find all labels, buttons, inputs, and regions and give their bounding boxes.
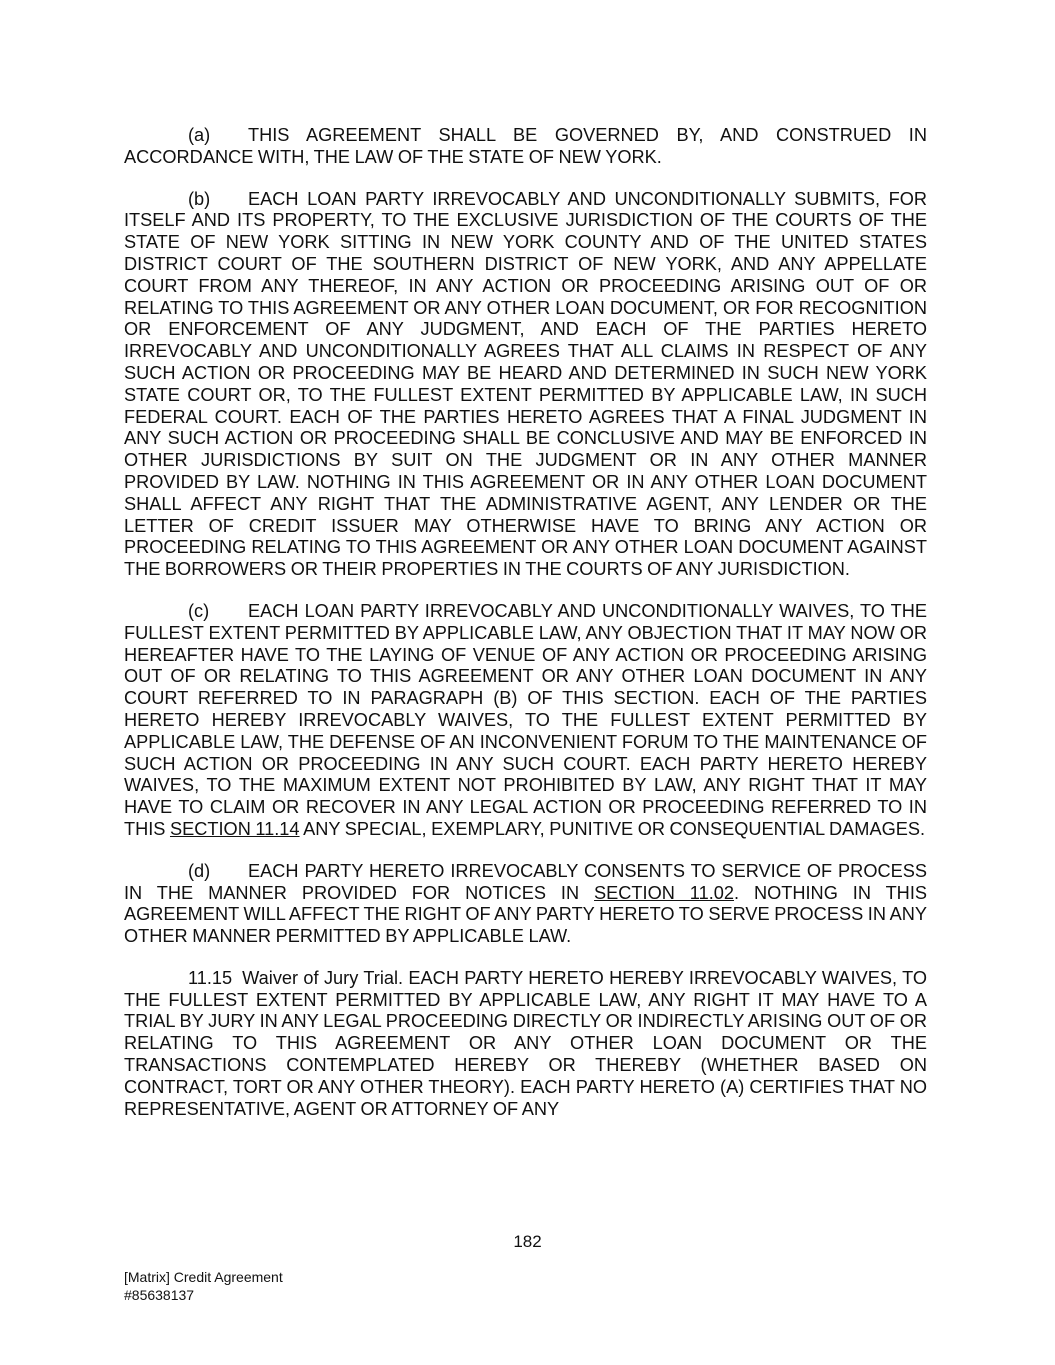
- section-11-14-reference: SECTION 11.14: [169, 818, 300, 839]
- paragraph-a-text: THIS AGREEMENT SHALL BE GOVERNED BY, AND CONSTRUED IN ACCORDANCE WITH, THE LAW OF THE STATE OF NEW YORK.: [124, 125, 927, 167]
- footer: [124, 1268, 283, 1304]
- paragraph-b: [124, 189, 927, 581]
- section-11-15-number: 11.15: [188, 967, 233, 988]
- paragraph-d-text-before: EACH PARTY HERETO IRREVOCABLY CONSENTS TO SERVICE OF PROCESS IN THE MANNER PROVIDED FOR NOTICES IN: [124, 860, 927, 903]
- paragraph-b-text: EACH LOAN PARTY IRREVOCABLY AND UNCONDITIONALLY SUBMITS, FOR ITSELF AND ITS PROPERTY, TO THE EXCLUSIVE JURISDICTION OF THE COURTS OF THE STATE OF NEW YORK SITTING IN NEW YORK COUNTY AND OF THE UNITED STATES DISTRICT COURT OF THE SOUTHERN DISTRICT OF NEW YORK, AND ANY APPELLATE COURT FROM ANY THEREOF, IN ANY ACTION OR PROCEEDING ARISING OUT OF OR RELATING TO THIS AGREEMENT OR ANY OTHER LOAN DOCUMENT, OR FOR RECOGNITION OR ENFORCEMENT OF ANY JUDGMENT, AND EACH OF THE PARTIES HERETO IRREVOCABLY AND UNCONDITIONALLY AGREES THAT ALL CLAIMS IN RESPECT OF ANY SUCH ACTION OR PROCEEDING MAY BE HEARD AND DETERMINED IN SUCH NEW YORK STATE COURT OR, TO THE FULLEST EXTENT PERMITTED BY APPLICABLE LAW, IN SUCH FEDERAL COURT. EACH OF THE PARTIES HERETO AGREES THAT A FINAL JUDGMENT IN ANY SUCH ACTION OR PROCEEDING SHALL BE CONCLUSIVE AND MAY BE ENFORCED IN OTHER JURISDICTIONS BY SUIT ON THE JUDGMENT OR IN ANY OTHER MANNER PROVIDED BY LAW. NOTHING IN THIS AGREEMENT OR IN ANY OTHER LOAN DOCUMENT SHALL AFFECT ANY RIGHT THAT THE ADMINISTRATIVE AGENT, ANY LENDER OR THE LETTER OF CREDIT ISSUER MAY OTHERWISE HAVE TO BRING ANY ACTION OR PROCEEDING RELATING TO THIS AGREEMENT OR ANY OTHER LOAN DOCUMENT AGAINST THE BORROWERS OR THEIR PROPERTIES IN THE COURTS OF ANY JURISDICTION.: [124, 188, 927, 580]
- page-number: 182: [513, 1232, 542, 1251]
- section-11-15-heading: Waiver of Jury Trial.: [242, 967, 404, 988]
- paragraph-d-label: (d): [188, 860, 211, 881]
- paragraph-c-label: (c): [188, 600, 210, 621]
- section-11-02-reference: SECTION 11.02: [594, 882, 734, 903]
- section-11-15-text: EACH PARTY HERETO HEREBY IRREVOCABLY WAIVES, TO THE FULLEST EXTENT PERMITTED BY APPLICABLE LAW, ANY RIGHT IT MAY HAVE TO A TRIAL BY JURY IN ANY LEGAL PROCEEDING DIRECTLY OR INDIRECTLY ARISING OUT OF OR RELATING TO THIS AGREEMENT OR ANY OTHER LOAN DOCUMENT OR THE TRANSACTIONS CONTEMPLATED HEREBY OR THEREBY (WHETHER BASED ON CONTRACT, TORT OR ANY OTHER THEORY). EACH PARTY HERETO (A) CERTIFIES THAT NO REPRESENTATIVE, AGENT OR ATTORNEY OF ANY: [124, 967, 927, 1119]
- paragraph-c-text-after: ANY SPECIAL, EXEMPLARY, PUNITIVE OR CONSEQUENTIAL DAMAGES.: [299, 818, 926, 839]
- paragraph-d-text-after: . NOTHING IN THIS AGREEMENT WILL AFFECT THE RIGHT OF ANY PARTY HERETO TO SERVE PROCESS IN ANY OTHER MANNER PERMITTED BY APPLICABLE LAW.: [124, 882, 927, 947]
- paragraph-b-label: (b): [188, 188, 211, 209]
- footer-document-id: #85638137: [124, 1287, 195, 1303]
- paragraph-a: [124, 125, 927, 169]
- paragraph-d: [124, 861, 927, 948]
- paragraph-c-text-before: EACH LOAN PARTY IRREVOCABLY AND UNCONDITIONALLY WAIVES, TO THE FULLEST EXTENT PERMITTED BY APPLICABLE LAW, ANY OBJECTION THAT IT MAY NOW OR HEREAFTER HAVE TO THE LAYING OF VENUE OF ANY ACTION OR PROCEEDING ARISING OUT OF OR RELATING TO THIS AGREEMENT OR ANY OTHER LOAN DOCUMENT IN ANY COURT REFERRED TO IN PARAGRAPH (B) OF THIS SECTION. EACH OF THE PARTIES HERETO HEREBY IRREVOCABLY WAIVES, TO THE FULLEST EXTENT PERMITTED BY APPLICABLE LAW, THE DEFENSE OF AN INCONVENIENT FORUM TO THE MAINTENANCE OF SUCH ACTION OR PROCEEDING IN ANY SUCH COURT. EACH PARTY HERETO HEREBY WAIVES, TO THE MAXIMUM EXTENT NOT PROHIBITED BY LAW, ANY RIGHT THAT IT MAY HAVE TO CLAIM OR RECOVER IN ANY LEGAL ACTION OR PROCEEDING REFERRED TO IN THIS: [124, 600, 927, 839]
- section-11-15: [124, 968, 927, 1121]
- footer-document-title: [Matrix] Credit Agreement: [124, 1269, 283, 1285]
- paragraph-a-label: (a): [188, 125, 211, 145]
- paragraph-c: [124, 601, 927, 841]
- document-body: [124, 125, 927, 1140]
